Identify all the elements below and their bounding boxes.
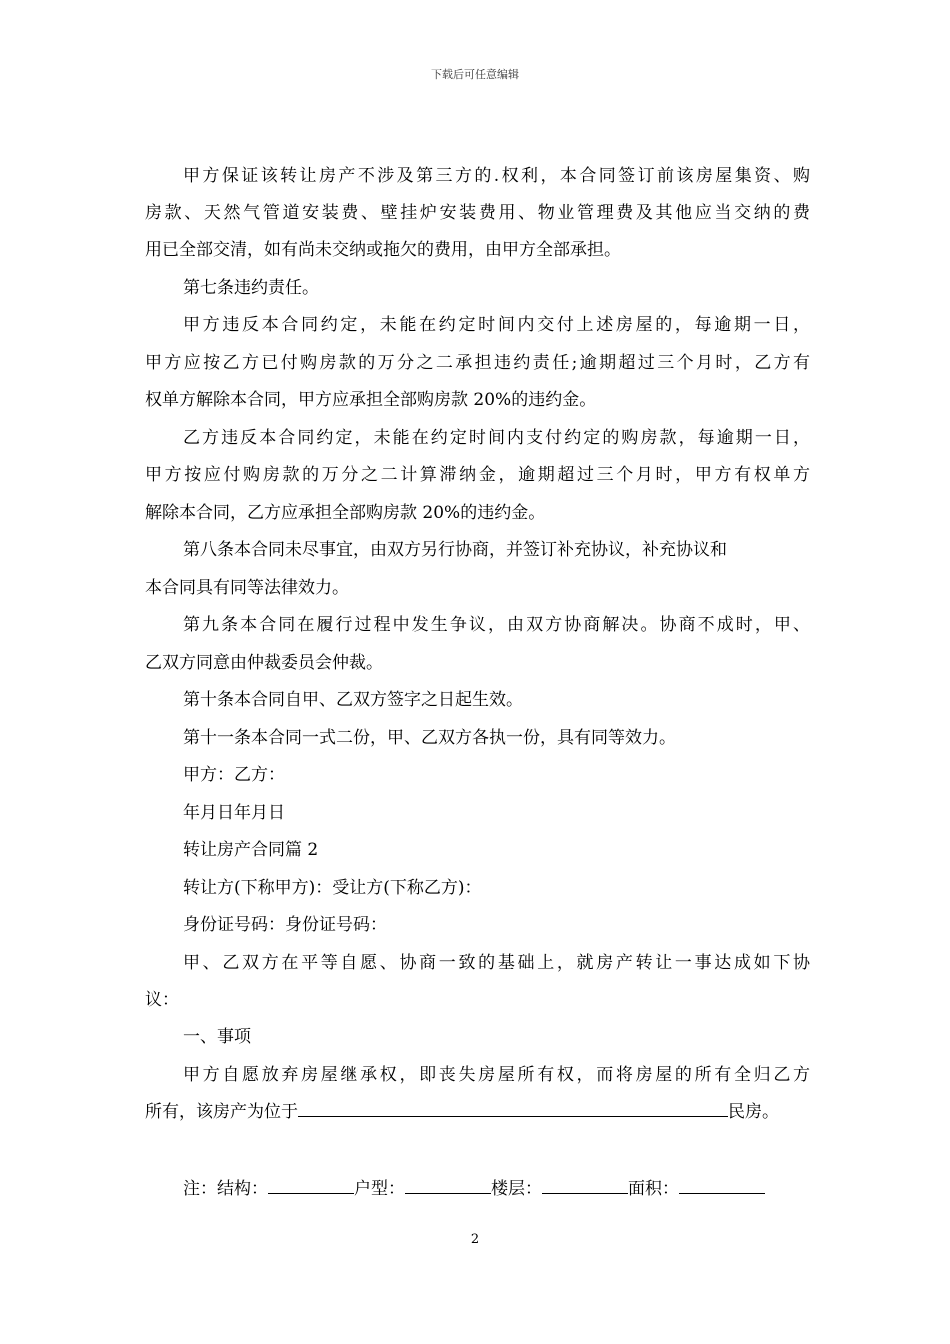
paragraph-line: 甲方保证该转让房产不涉及第三方的.权利，本合同签订前该房屋集资、购 bbox=[183, 166, 810, 186]
paragraph-line: 解除本合同，乙方应承担全部购房款 20%的违约金。 bbox=[145, 503, 546, 523]
layout-blank bbox=[405, 1177, 491, 1194]
area-label: 面积： bbox=[628, 1179, 679, 1199]
structure-blank bbox=[268, 1177, 354, 1194]
section-heading: 第七条违约责任。 bbox=[183, 278, 319, 298]
paragraph-line: 权单方解除本合同，甲方应承担全部购房款 20%的违约金。 bbox=[145, 390, 597, 410]
area-blank bbox=[679, 1177, 765, 1194]
page-header: 下载后可任意编辑 bbox=[431, 68, 519, 81]
paragraph-line: 本合同具有同等法律效力。 bbox=[145, 578, 349, 598]
structure-label: 注：结构： bbox=[183, 1179, 268, 1199]
layout-label: 户型： bbox=[354, 1179, 405, 1199]
paragraph-line: 甲方按应付购房款的万分之二计算滞纳金，逾期超过三个月时，甲方有权单方 bbox=[145, 465, 810, 485]
page-number: 2 bbox=[470, 1232, 480, 1247]
paragraph-line: 用已全部交清，如有尚未交纳或拖欠的费用，由甲方全部承担。 bbox=[145, 240, 621, 260]
paragraph-line: 乙方违反本合同约定，未能在约定时间内支付约定的购房款，每逾期一日， bbox=[183, 428, 810, 448]
floor-blank bbox=[542, 1177, 628, 1194]
parties-line: 转让方(下称甲方)：受让方(下称乙方)： bbox=[183, 878, 482, 898]
paragraph-line: 第八条本合同未尽事宜，由双方另行协商，并签订补充协议，补充协议和 bbox=[183, 540, 727, 560]
contract-title: 转让房产合同篇 2 bbox=[183, 840, 319, 860]
location-prefix: 所有，该房产为位于 bbox=[145, 1102, 298, 1122]
paragraph-line: 乙双方同意由仲裁委员会仲裁。 bbox=[145, 653, 383, 673]
paragraph-line: 甲方自愿放弃房屋继承权，即丧失房屋所有权，而将房屋的所有全归乙方 bbox=[183, 1065, 810, 1085]
location-suffix: 民房。 bbox=[728, 1102, 779, 1122]
location-blank bbox=[298, 1100, 728, 1117]
note-line bbox=[183, 1177, 810, 1199]
paragraph-line: 议： bbox=[145, 990, 179, 1010]
paragraph-line: 第十一条本合同一式二份，甲、乙双方各执一份，具有同等效力。 bbox=[183, 728, 676, 748]
paragraph-line: 第十条本合同自甲、乙双方签字之日起生效。 bbox=[183, 690, 523, 710]
paragraph-line: 甲方违反本合同约定，未能在约定时间内交付上述房屋的，每逾期一日， bbox=[183, 315, 810, 335]
section-heading: 一、事项 bbox=[183, 1027, 251, 1047]
id-number-line: 身份证号码：身份证号码： bbox=[183, 915, 387, 935]
signature-parties: 甲方：乙方： bbox=[183, 765, 285, 785]
signature-dates: 年月日年月日 bbox=[183, 803, 285, 823]
paragraph-line: 房款、天然气管道安装费、壁挂炉安装费用、物业管理费及其他应当交纳的费 bbox=[145, 203, 810, 223]
paragraph-line: 甲方应按乙方已付购房款的万分之二承担违约责任;逾期超过三个月时，乙方有 bbox=[145, 353, 810, 373]
floor-label: 楼层： bbox=[491, 1179, 542, 1199]
paragraph-line: 第九条本合同在履行过程中发生争议，由双方协商解决。协商不成时，甲、 bbox=[183, 615, 810, 635]
location-line bbox=[145, 1100, 810, 1122]
paragraph-line: 甲、乙双方在平等自愿、协商一致的基础上，就房产转让一事达成如下协 bbox=[183, 953, 810, 973]
